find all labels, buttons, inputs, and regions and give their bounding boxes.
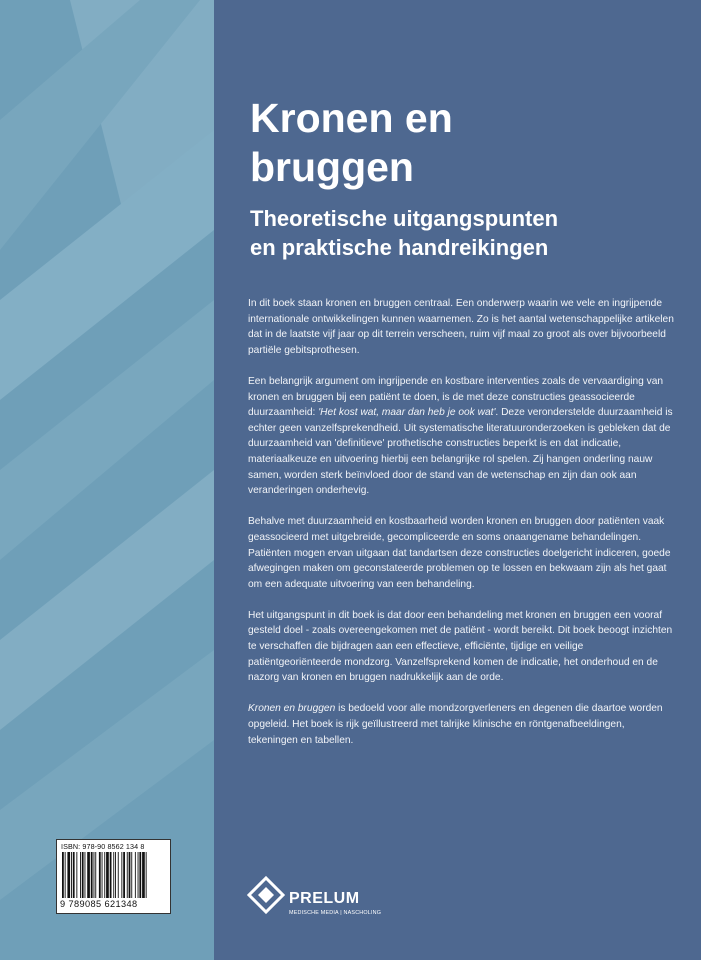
blurb-paragraph-3: Behalve met duurzaamheid en kostbaarheid worden kronen en bruggen door patiënten vaak geassocieerd met uitgebreide, gecompliceerde en soms onaangename behandelingen. Patiënten mogen ervan uitgaan dat tandartsen deze constructies doelgericht indiceren, goede afwegingen maken om geconstateerde problemen op te lossen en bekwaam zijn als het gaat om een adequate uitvoering van een behandeling. [248,516,671,590]
blurb-paragraph-5 [248,701,676,748]
barcode-bars [61,852,166,898]
barcode-bar [94,852,95,898]
barcode-bar [146,852,147,898]
barcode-bar [71,852,72,898]
barcode-bar [123,852,125,898]
barcode-bar [91,852,93,898]
barcode-bar [80,852,81,898]
barcode-bar [138,852,139,898]
blurb-paragraph-2-end: . Deze veronderstelde duurzaamheid is echter geen vanzelfsprekendheid. Uit systematische literatuuronderzoeken is gebleken dat de duurzaamheid van 'definitieve' prothetische constructies beperkt is en dat indicatie, materiaalkeuze en uitvoering hierbij een belangrijke rol spelen. Zij hangen onderling nauw samen, worden sterk beïnvloed door de stand van de wetenschap en zijn dan ook aan veranderingen onderhevig. [248,407,673,497]
barcode-bar [67,852,70,898]
diagonal-stripes-pattern [0,0,214,960]
barcode-bar [113,852,114,898]
blurb-paragraph-5-rest: is bedoeld voor alle mondzorgverleners en degenen die daartoe worden opgeleid. Het boek is rijk geïllustreerd met talrijke klinische en röntgenafbeeldingen, tekeningen en tabellen. [248,703,663,746]
barcode-bar [118,852,119,898]
barcode-bar [104,852,105,898]
decorative-left-strip [0,0,214,960]
blurb-paragraph-1: In dit boek staan kronen en bruggen centraal. Een onderwerp waarin we vele en ingrijpende internationale ontwikkelingen kunnen waarnemen. Zo is het aantal wetenschappelijke artikelen dat in de laatste vijf jaar op dit terrein verscheen, ruim vijf maal zo groot als over bijvoorbeeld partiële gebitsprothesen. [248,298,674,356]
barcode-bar [102,852,103,898]
blurb-paragraph-2 [248,374,676,499]
blurb-paragraph-2-start: Een belangrijk argument om ingrijpende en kostbare interventies zoals de vervaardiging van kronen en bruggen bij een patiënt te doen, is de met deze constructies geassocieerde duurzaamheid: [248,375,664,419]
publisher-logo-block [247,876,387,926]
book-title-line1: Kronen en [250,95,453,141]
barcode-bar [127,852,128,898]
blurb-text [248,296,676,764]
blurb-paragraph-4: Het uitgangspunt in dit boek is dat door een behandeling met kronen en bruggen een vooraf gesteld doel - zoals overeengekomen met de patiënt - wordt bereikt. Dit boek beoogt inzichten te verschaffen die bijdragen aan een effectieve, efficiënte, tijdige en veilige patiëntgeoriënteerde mondzorg. Vanzelfsprekend komen de indicatie, het onderhoud en de nazorg van kronen en bruggen nadrukkelijk aan de orde. [248,609,673,684]
barcode-bar [73,852,75,898]
book-title [250,94,670,192]
barcode-bar [85,852,86,898]
prelum-logo-icon [247,876,285,920]
book-title-line2: bruggen [250,144,414,190]
blurb-quote: 'Het kost wat, maar dan heb je ook wat' [318,407,496,419]
publisher-name: PRELUM [289,890,360,907]
barcode-bar [139,852,141,898]
barcode-bar [82,852,84,898]
barcode-bar [65,852,66,898]
book-subtitle [250,204,670,262]
barcode-bar [142,852,145,898]
barcode-bar [121,852,122,898]
barcode-bar [110,852,112,898]
barcode-bar [95,852,96,898]
book-subtitle-line1: Theoretische uitgangspunten [250,206,559,231]
book-subtitle-line2: en praktische handreikingen [250,235,549,260]
barcode-bar [76,852,77,898]
barcode-bar [99,852,101,898]
barcode-bar [87,852,90,898]
barcode-bar [135,852,136,898]
barcode-bar [115,852,116,898]
publisher-tagline: MEDISCHE MEDIA | NASCHOLING [289,910,382,916]
blurb-book-title-italic: Kronen en bruggen [248,703,336,715]
isbn-barcode [56,839,171,914]
barcode-bar [62,852,64,898]
barcode-bar [131,852,132,898]
barcode-digits: 9 789085 621348 [60,899,138,909]
barcode-bar [106,852,109,898]
isbn-label: ISBN: 978-90 8562 134 8 [61,842,145,851]
barcode-bar [129,852,131,898]
